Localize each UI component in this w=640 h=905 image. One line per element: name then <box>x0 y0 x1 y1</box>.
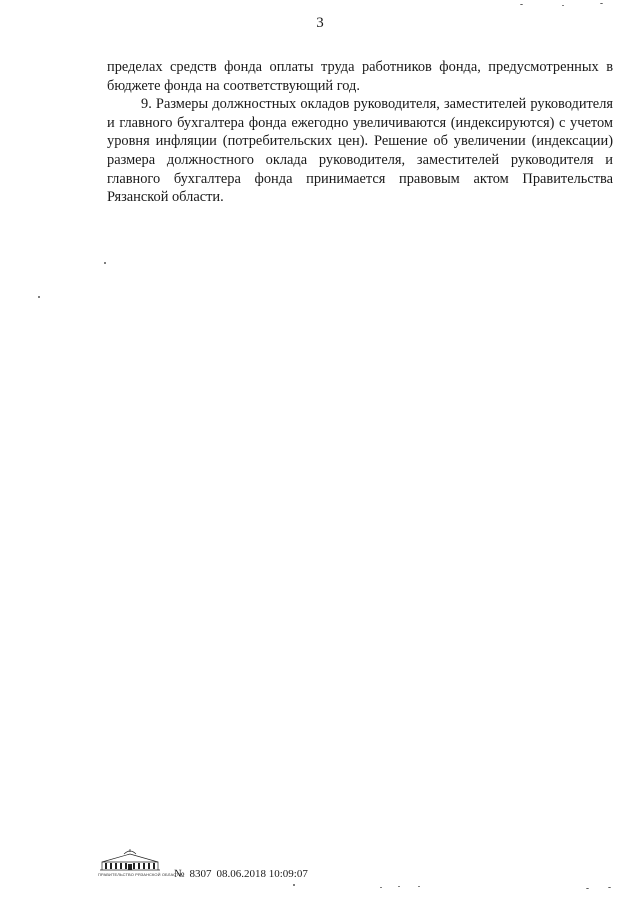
reg-datetime: 08.06.2018 10:09:07 <box>216 868 308 880</box>
scan-speck <box>562 5 564 6</box>
scan-speck <box>418 886 420 887</box>
paragraph-continuation: пределах средств фонда оплаты труда работников фонда, предусмотренных в бюджете фонда на соответствующий год. <box>107 59 613 94</box>
scan-speck <box>600 3 603 4</box>
registration-footer <box>98 848 358 880</box>
scan-speck <box>293 884 295 886</box>
reg-number-prefix: № <box>174 868 185 880</box>
reg-number: 8307 <box>189 868 212 880</box>
scan-speck <box>104 262 106 264</box>
body-text <box>107 58 613 207</box>
scan-speck <box>38 296 40 298</box>
stamp-caption: ПРАВИТЕЛЬСТВО РЯЗАНСКОЙ ОБЛАСТИ <box>98 872 182 877</box>
scan-speck <box>380 887 382 888</box>
paragraph-item-9: 9. Размеры должностных окладов руководителя, заместителей руководителя и главного бухгалтера фонда ежегодно увеличиваются (индексируются) с учетом уровня инфляции (потребительских цен). Решение об увеличении (индексации) размера должностного оклада руководителя, заместителей руководителя и главного бухгалтера фонда принимается правовым актом Правительства Рязанской области. <box>107 96 613 206</box>
scan-speck <box>608 887 611 888</box>
page-number: 3 <box>316 15 324 31</box>
scan-speck <box>520 4 523 5</box>
scan-speck <box>586 888 589 889</box>
registration-line <box>174 868 313 881</box>
scan-speck <box>398 886 400 887</box>
